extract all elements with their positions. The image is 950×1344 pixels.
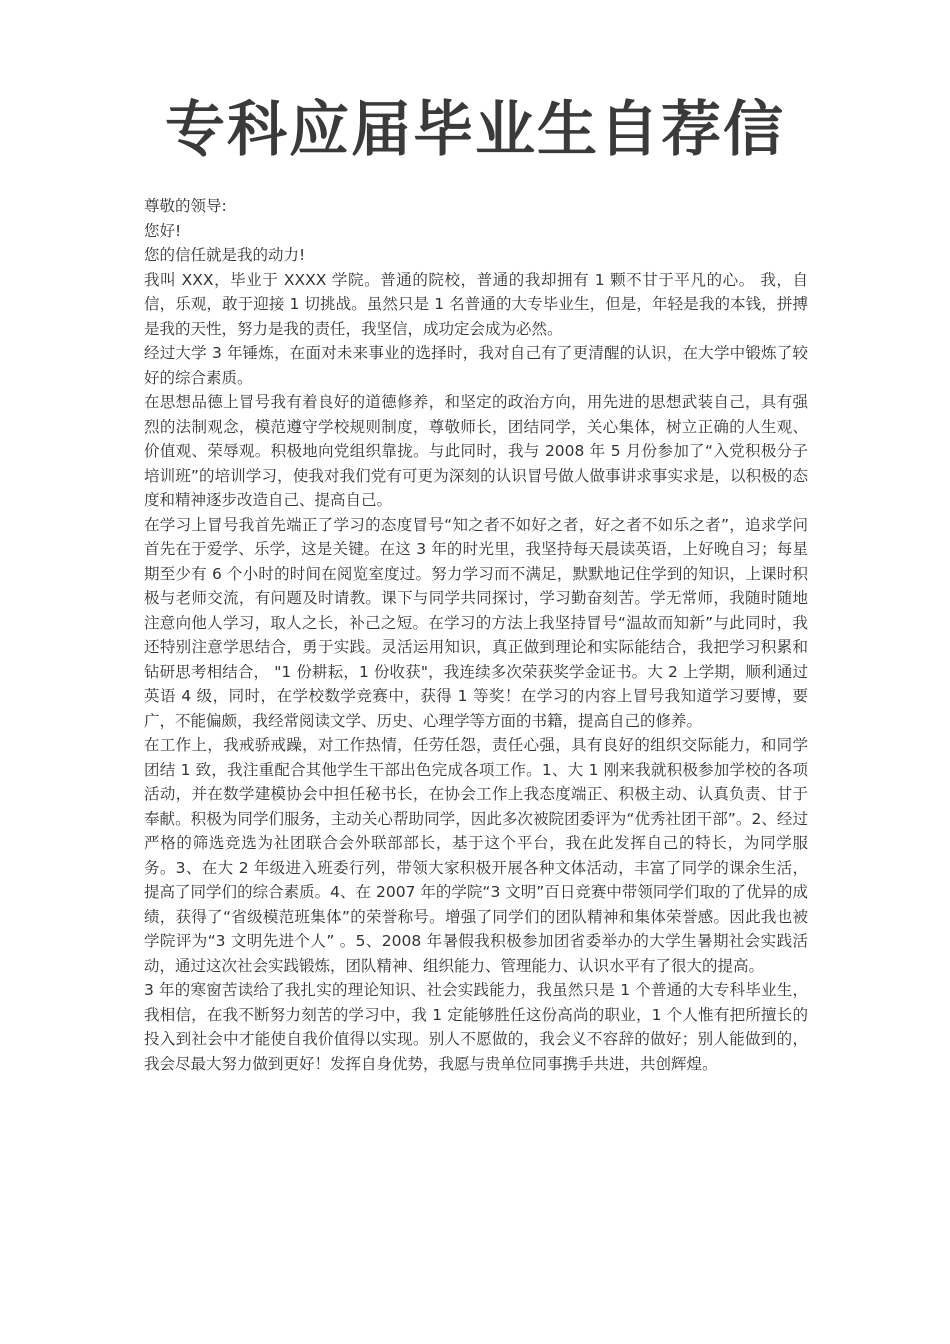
paragraph-work: 在工作上，我戒骄戒躁，对工作热情，任劳任怨，责任心强，具有良好的组织交际能力，和同学团结 1 致，我注重配合其他学生干部出色完成各项工作。1、大 1 刚来我就积极参加学校的各项活动，并在数学建模协会中担任秘书长，在协会工作上我态度端正、积极主动、认真负责、甘于奉献。积极为同学们服务，主动关心帮助同学，因此多次被院团委评为“优秀社团干部”。2、经过严格的筛选竞选为社团联合会外联部部长，基于这个平台，我在此发挥自己的特长，为同学服务。3、在大 2 年级进入班委行列，带领大家积极开展各种文体活动，丰富了同学的课余生活，提高了同学们的综合素质。4、在 2007 年的学院“3 文明”百日竞赛中带领同学们取的了优异的成绩，获得了“省级模范班集体”的荣誉称号。增强了同学们的团队精神和集体荣誉感。因此我也被学院评为“3 文明先进个人” 。5、2008 年暑假我积极参加团省委举办的大学生暑期社会实践活动，通过这次社会实践锻炼，团队精神、组织能力、管理能力、认识水平有了很大的提高。	[144, 736, 808, 975]
paragraph-overview: 经过大学 3 年锤炼，在面对未来事业的选择时，我对自己有了更清醒的认识，在大学中锻炼了较好的综合素质。	[144, 344, 808, 387]
paragraph-study: 在学习上冒号我首先端正了学习的态度冒号“知之者不如好之者，好之者不如乐之者”，追求学问首先在于爱学、乐学，这是关键。在这 3 年的时光里，我坚持每天晨读英语，上好晚自习；每星期至少有 6 个小时的时间在阅览室度过。努力学习而不满足，默默地记住学到的知识，上课时积极与老师交流，有问题及时请教。课下与同学共同探讨，学习勤奋刻苦。学无常师，我随时随地注意向他人学习，取人之长，补己之短。在学习的方法上我坚持冒号“温故而知新”与此同时，我还特别注意学思结合，勇于实践。灵活运用知识，真正做到理论和实际能结合，我把学习积累和钻研思考相结合， "1 份耕耘，1 份收获"，我连续多次荣获奖学金证书。大 2 上学期，顺利通过英语 4 级，同时，在学校数学竞赛中，获得 1 等奖！在学习的内容上冒号我知道学习要博，要广，不能偏颇，我经常阅读文学、历史、心理学等方面的书籍，提高自己的修养。	[144, 515, 808, 730]
document-title: 专科应届毕业生自荐信	[165, 95, 785, 165]
salutation: 尊敬的领导:	[144, 197, 227, 215]
paragraph-introduction: 我叫 XXX，毕业于 XXXX 学院。普通的院校，普通的我却拥有 1 颗不甘于平凡的心。 我，自信，乐观，敢于迎接 1 切挑战。虽然只是 1 名普通的大专毕业生，但是，年轻是我的本钱，拼搏是我的天性，努力是我的责任，我坚信，成功定会成为必然。	[144, 270, 808, 338]
paragraph-closing: 3 年的寒窗苦读给了我扎实的理论知识、社会实践能力，我虽然只是 1 个普通的大专科毕业生，我相信，在我不断努力刻苦的学习中，我 1 定能够胜任这份高尚的职业，1 个人惟有把所擅长的投入到社会中才能使自我价值得以实现。别人不愿做的，我会义不容辞的做好；别人能做到的，我会尽最大努力做到更好！发挥自身优势，我愿与贵单位同事携手共进，共创辉煌。	[144, 981, 808, 1073]
opening-line: 您的信任就是我的动力!	[144, 246, 306, 264]
paragraph-moral-character: 在思想品德上冒号我有着良好的道德修养，和坚定的政治方向，用先进的思想武装自己，具有强烈的法制观念，模范遵守学校规则制度，尊敬师长，团结同学，关心集体，树立正确的人生观、价值观、荣辱观。积极地向党组织靠拢。与此同时，我与 2008 年 5 月份参加了“入党积极分子培训班”的培训学习，使我对我们党有可更为深刻的认识冒号做人做事讲求事实求是，以积极的态度和精神逐步改造自己、提高自己。	[144, 393, 808, 509]
letter-body	[144, 194, 808, 1076]
greeting: 您好!	[144, 221, 182, 240]
